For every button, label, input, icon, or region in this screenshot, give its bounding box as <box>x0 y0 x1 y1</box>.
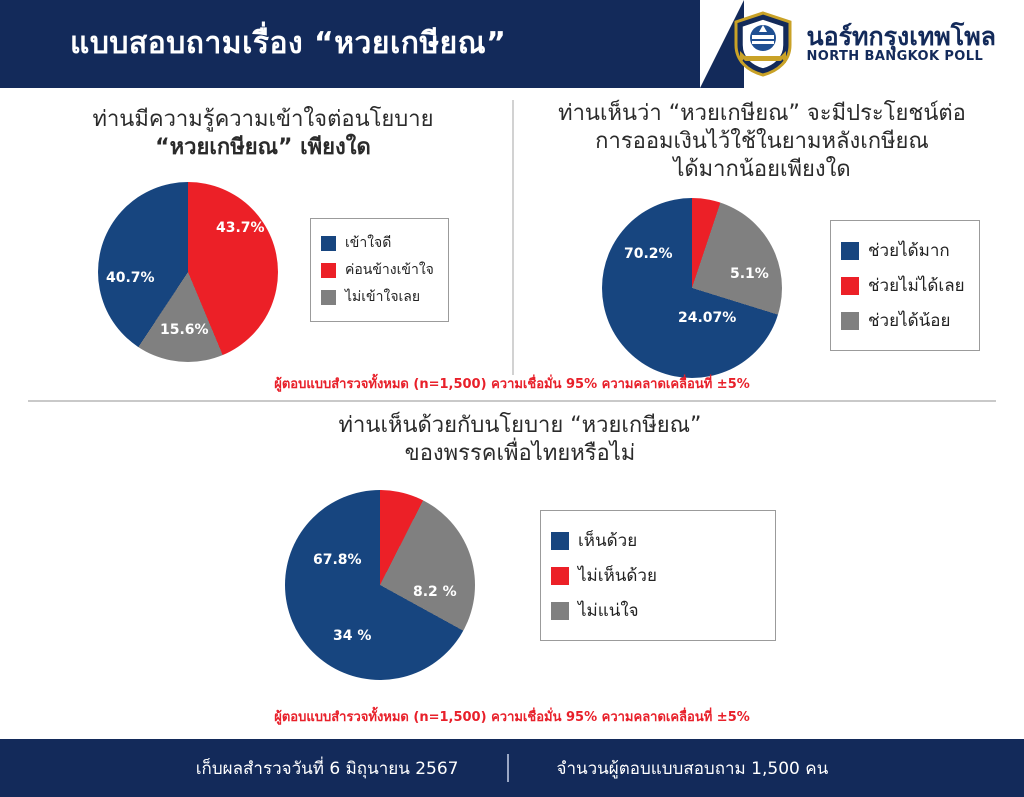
legend-swatch-red <box>551 567 569 585</box>
footer-survey-date: เก็บผลสำรวจวันที่ 6 มิถุนายน 2567 <box>195 758 459 779</box>
legend-swatch-gray <box>321 290 336 305</box>
chart-understanding-panel <box>28 100 498 380</box>
chart-understanding-title-line2: “หวยเกษียณ” เพียงใด <box>155 135 371 161</box>
page-title: แบบสอบถามเรื่อง “หวยเกษียณ” <box>70 26 507 61</box>
legend-item <box>321 232 434 254</box>
legend-item <box>321 259 434 281</box>
legend-item <box>321 286 434 308</box>
slice-label-gray: 24.07% <box>678 310 737 326</box>
legend-label-2: ไม่เข้าใจเลย <box>345 289 421 305</box>
legend-item <box>551 527 761 554</box>
chart-understanding-legend <box>310 218 449 322</box>
slice-label-blue: 67.8% <box>313 552 362 568</box>
chart-saving-benefit-pie <box>602 198 782 378</box>
legend-swatch-blue <box>551 532 569 550</box>
legend-label-1: ช่วยไม่ได้เลย <box>868 276 965 296</box>
page-footer <box>0 739 1024 797</box>
slice-label-blue: 40.7% <box>106 270 155 286</box>
chart-agreement-title <box>170 412 870 468</box>
slice-label-blue: 70.2% <box>624 246 673 262</box>
chart-agreement-legend <box>540 510 776 641</box>
chart-agreement-pie <box>285 490 475 680</box>
chart-understanding-title <box>28 106 498 162</box>
legend-swatch-blue <box>321 236 336 251</box>
brand-subtitle: NORTH BANGKOK POLL <box>806 49 984 65</box>
horizontal-divider <box>28 400 996 402</box>
slice-label-red: 43.7% <box>216 220 265 236</box>
legend-swatch-red <box>841 277 859 295</box>
chart-understanding-pie <box>98 182 278 362</box>
chart-saving-benefit-title-line3: ได้มากน้อยเพียงใด <box>673 157 851 183</box>
chart-understanding-title-line1: ท่านมีความรู้ความเข้าใจต่อนโยบาย <box>92 107 434 132</box>
legend-item <box>551 597 761 624</box>
legend-label-0: เห็นด้วย <box>578 531 638 551</box>
legend-swatch-gray <box>551 602 569 620</box>
chart-saving-benefit-title-line1: ท่านเห็นว่า “หวยเกษียณ” จะมีประโยชน์ต่อ <box>558 101 966 126</box>
legend-swatch-gray <box>841 312 859 330</box>
chart-agreement-panel <box>170 412 870 702</box>
slice-label-gray: 15.6% <box>160 322 209 338</box>
footer-separator <box>507 754 509 782</box>
legend-item <box>841 307 965 334</box>
legend-item <box>841 237 965 264</box>
shield-crest-logo <box>732 11 794 77</box>
bottom-note: ผู้ตอบแบบสำรวจทั้งหมด (n=1,500) ความเชื่อมั่น 95% ความคลาดเคลื่อนที่ ±5% <box>274 710 750 725</box>
chart-saving-benefit-panel <box>522 100 1002 380</box>
slice-label-gray: 34 % <box>333 628 372 644</box>
legend-label-0: ช่วยได้มาก <box>868 241 950 261</box>
top-note: ผู้ตอบแบบสำรวจทั้งหมด (n=1,500) ความเชื่อมั่น 95% ความคลาดเคลื่อนที่ ±5% <box>274 377 750 392</box>
chart-saving-benefit-title <box>522 100 1002 184</box>
legend-swatch-blue <box>841 242 859 260</box>
legend-label-1: ค่อนข้างเข้าใจ <box>345 262 434 278</box>
legend-label-2: ไม่แน่ใจ <box>578 601 639 621</box>
legend-item <box>841 272 965 299</box>
legend-swatch-red <box>321 263 336 278</box>
legend-label-0: เข้าใจดี <box>345 235 392 251</box>
legend-label-2: ช่วยได้น้อย <box>868 311 951 331</box>
chart-agreement-title-line2: ของพรรคเพื่อไทยหรือไม่ <box>404 441 636 467</box>
legend-item <box>551 562 761 589</box>
chart-agreement-title-line1: ท่านเห็นด้วยกับนโยบาย “หวยเกษียณ” <box>338 413 702 438</box>
chart-saving-benefit-title-line2: การออมเงินไว้ใช้ในยามหลังเกษียณ <box>595 129 929 155</box>
legend-label-1: ไม่เห็นด้วย <box>578 566 657 586</box>
brand-name: นอร์ทกรุงเทพโพล <box>806 22 996 52</box>
vertical-divider <box>512 100 514 375</box>
footer-respondent-count: จำนวนผู้ตอบแบบสอบถาม 1,500 คน <box>556 758 829 779</box>
slice-label-red: 8.2 % <box>413 584 457 600</box>
slice-label-red: 5.1% <box>730 266 769 282</box>
brand-text <box>806 24 996 64</box>
brand <box>732 10 996 78</box>
chart-saving-benefit-legend <box>830 220 980 351</box>
page-header <box>0 0 1024 88</box>
